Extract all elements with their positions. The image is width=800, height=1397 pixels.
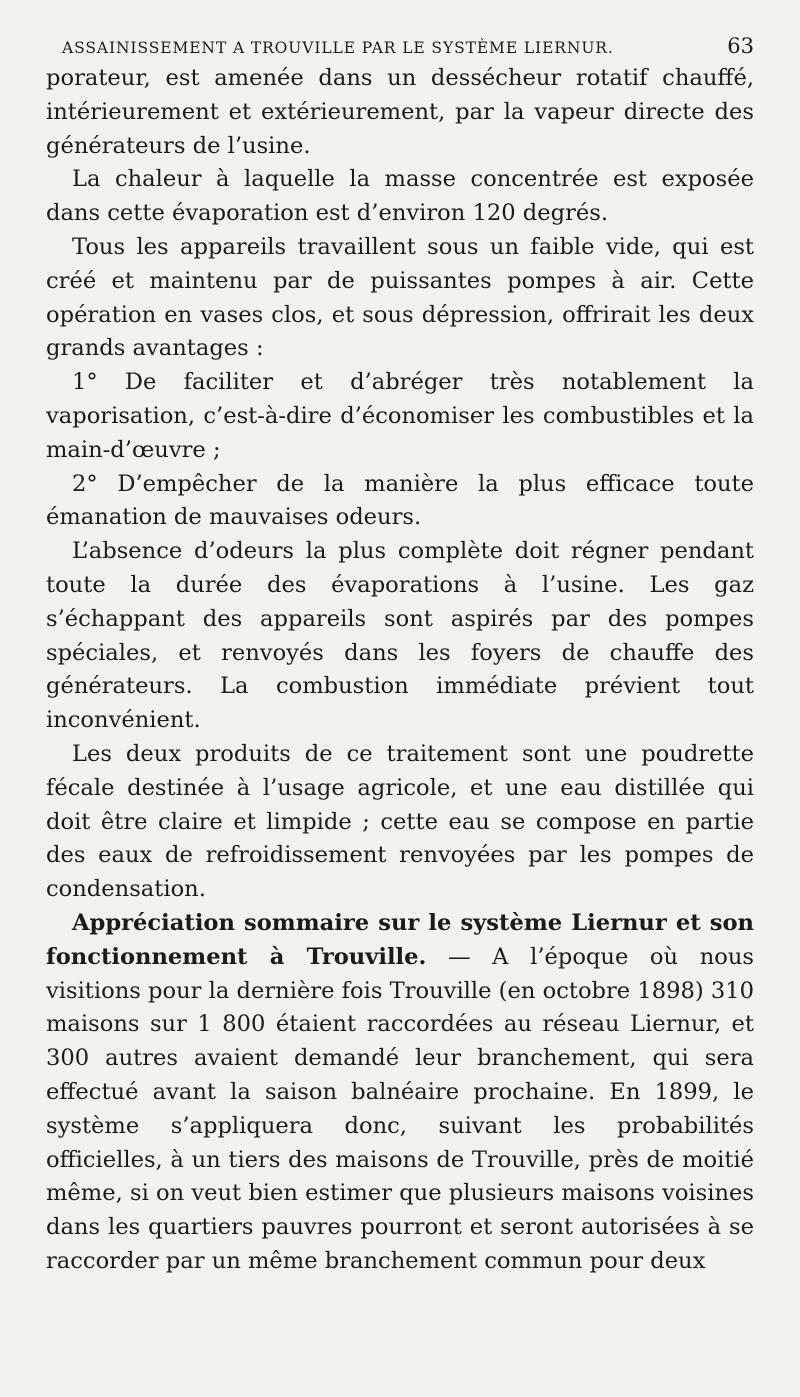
section-title: Appréciation sommaire sur le système Liernur et son fonctionnement à Trouville. (46, 909, 754, 970)
paragraph-heat: La chaleur à laquelle la masse concentrée est exposée dans cette évaporation est d’environ 120 degrés. (46, 166, 754, 227)
running-title: ASSAINISSEMENT A TROUVILLE PAR LE SYSTÈME LIERNUR. (62, 39, 614, 57)
paragraph-continuation: porateur, est amenée dans un dessécheur rotatif chauffé, intérieurement et extérieurement, par la vapeur directe des générateurs de l’usine. (46, 65, 754, 159)
paragraph-advantage-2: 2° D’empêcher de la manière la plus efficace toute émanation de mauvaises odeurs. (46, 470, 754, 531)
paragraph-vacuum: Tous les appareils travaillent sous un faible vide, qui est créé et maintenu par de puissantes pompes à air. Cette opération en vases clos, et sous dépression, offrirait les deux grands avantages : (46, 233, 754, 362)
section-body: — A l’époque où nous visitions pour la dernière fois Trouville (en octobre 1898) 310 maisons sur 1 800 étaient raccordées au réseau Liernur, et 300 autres avaient demandé leur branchement, qui sera effectué avant la saison balnéaire prochaine. En 1899, le système s’appliquera donc, suivant les probabilités officielles, à un tiers des maisons de Trouville, près de moitié même, si on veut bien estimer que plusieurs maisons voisines dans les quartiers pauvres pourront et seront autorisées à se raccorder par un même branchement commun pour deux (46, 943, 754, 1274)
paragraph-products: Les deux produits de ce traitement sont une poudrette fécale destinée à l’usage agricole, et une eau distillée qui doit être claire et limpide ; cette eau se compose en partie des eaux de refroidissement renvoyées par les pompes de condensation. (46, 740, 754, 903)
running-head (62, 30, 754, 62)
book-page (46, 30, 754, 1370)
paragraph-advantage-1: 1° De faciliter et d’abréger très notablement la vaporisation, c’est-à-dire d’économiser les combustibles et la main-d’œuvre ; (46, 369, 754, 463)
body-text (46, 62, 754, 1279)
page-number: 63 (727, 34, 754, 58)
paragraph-odours: L’absence d’odeurs la plus complète doit régner pendant toute la durée des évaporations à l’usine. Les gaz s’échappant des appareils sont aspirés par des pompes spéciales, et renvoyés dans les foyers de chauffe des générateurs. La combustion immédiate prévient tout inconvénient. (46, 538, 754, 734)
section-paragraph (46, 907, 754, 1279)
